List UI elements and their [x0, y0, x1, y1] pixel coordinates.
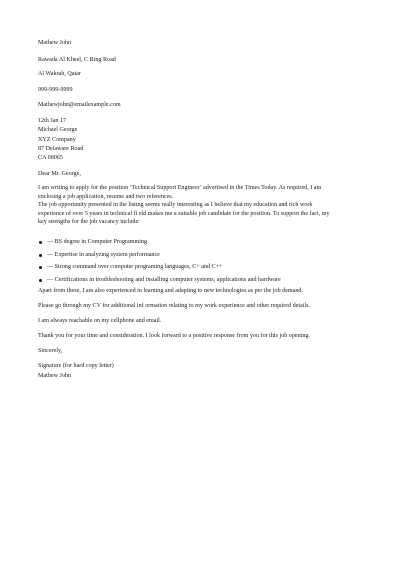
recipient-company: XYZ Company: [38, 137, 76, 143]
paragraph-cv: Please go through my CV for additional inf ormation relating to my work experience and other required details.: [38, 303, 311, 309]
list-item-text: — Strong command over computer programing languages, C+ and C++: [47, 264, 223, 270]
paragraph-intro: [38, 184, 370, 227]
list-item: [38, 252, 378, 265]
paragraph-experience: Apart from these, I am also experienced in learning and adapting to new technologies as per the job demand.: [38, 288, 303, 294]
bullet-icon: [39, 266, 42, 269]
list-item: [38, 239, 378, 252]
paragraph-intro-line: key strengths for the job vacancy include:: [38, 219, 140, 226]
sender-phone: 999-999-9999: [38, 87, 73, 93]
list-item-text: — Certifications in troubleshooting and installing computer systems, applications and hardware: [47, 276, 281, 283]
paragraph-intro-line: experience of over 5 years in technical fi eld makes me a suitable job candidate for the position. To support the fact, my: [38, 210, 330, 217]
salutation: Dear Mr. George,: [38, 171, 81, 177]
sender-street: Rawada Al Kheel, C Ring Road: [38, 57, 116, 63]
closing: Sincerely,: [38, 348, 63, 354]
paragraph-intro-line: enclosing a job application, resume and two references.: [38, 193, 174, 200]
paragraph-contact: I am always reachable on my cellphone and email.: [38, 318, 162, 324]
list-item: [38, 264, 378, 277]
bullet-icon: [39, 279, 42, 282]
signature-note: Signature (for hard copy letter): [38, 363, 114, 369]
letter-date: 12th Jan 17: [38, 118, 67, 124]
paragraph-intro-line: The job opportunity presented in the listing seems really interesting as I believe that my education and rich work: [38, 202, 313, 209]
sender-email: Mathewjohn@emailexample.com: [38, 102, 121, 108]
recipient-name: Michael George: [38, 127, 78, 133]
strengths-list: [38, 239, 378, 289]
sender-city: Al Wakrah, Qatar: [38, 71, 81, 77]
sender-name: Mathew John: [38, 40, 72, 46]
paragraph-intro-line: I am writing to apply for the position ‘Technical Support Engineer’ advertised in the Times Today. As required, I am: [38, 185, 322, 191]
recipient-street: 87 Delaware Road: [38, 146, 84, 152]
list-item-text: — Expertise in analyzing system performance: [47, 251, 160, 258]
signature-name: Mathew John: [38, 373, 72, 379]
paragraph-thanks: Thank you for your time and consideration. I look forward to a positive response from you for this job opening.: [38, 333, 310, 339]
bullet-icon: [39, 241, 42, 244]
list-item-text: — BS degree in Computer Programming: [47, 239, 148, 245]
recipient-city: CA 08065: [38, 155, 63, 161]
bullet-icon: [39, 254, 42, 257]
